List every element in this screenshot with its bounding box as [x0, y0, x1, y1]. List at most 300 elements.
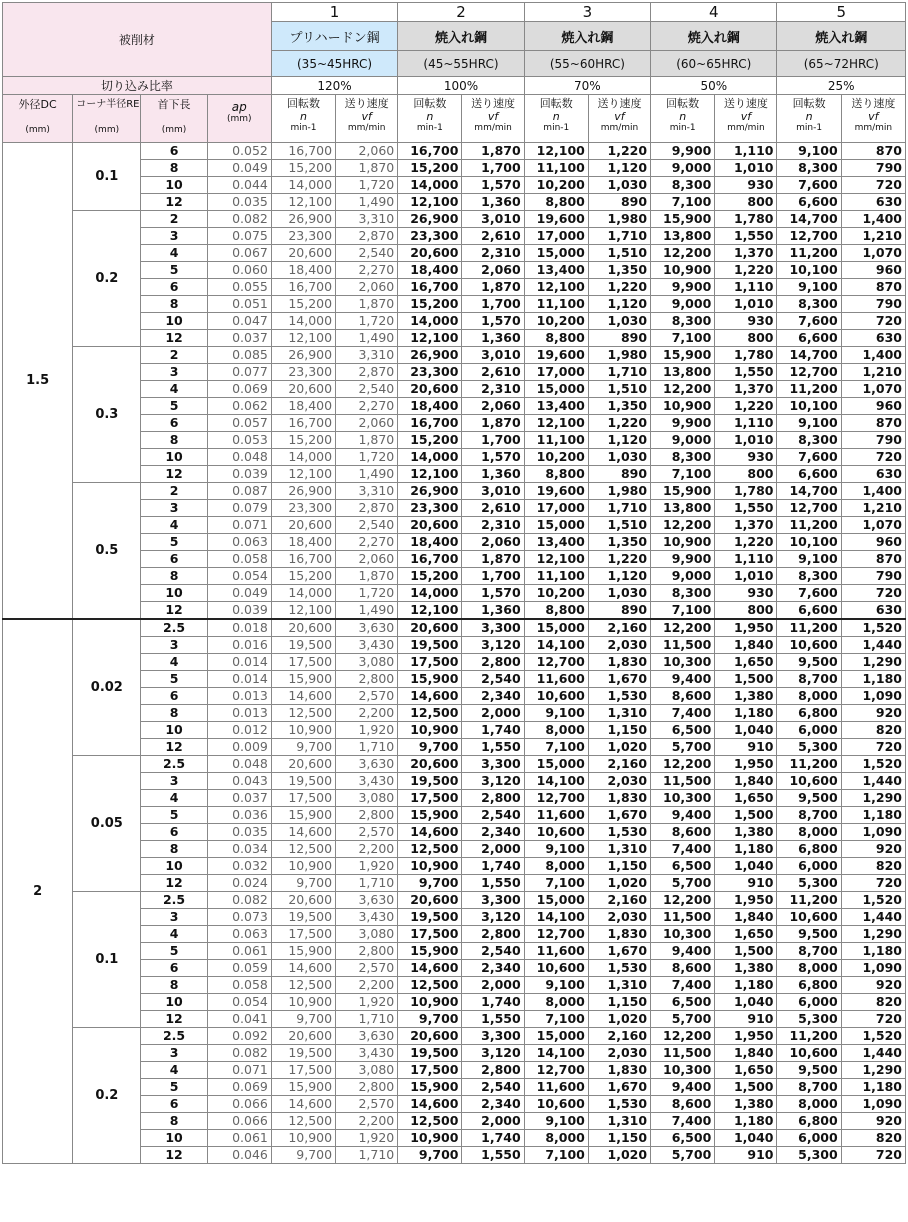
neck-length-cell: 2.5: [141, 756, 207, 773]
feed-cell: 1,110: [715, 415, 777, 432]
feed-cell: 1,550: [462, 875, 524, 892]
rpm-cell: 14,100: [524, 909, 588, 926]
feed-cell: 1,650: [715, 654, 777, 671]
feed-cell: 800: [715, 330, 777, 347]
rpm-cell: 9,700: [271, 1011, 335, 1028]
rpm-cell: 10,200: [524, 585, 588, 602]
rpm-cell: 19,500: [398, 773, 462, 790]
feed-cell: 3,120: [462, 909, 524, 926]
material-5-hrc: (65~72HRC): [777, 51, 906, 77]
rpm-cell: 16,700: [271, 415, 335, 432]
rpm-cell: 26,900: [398, 211, 462, 228]
material-4-hrc: (60~65HRC): [651, 51, 777, 77]
neck-length-cell: 2.5: [141, 1028, 207, 1045]
ap-cell: 0.014: [207, 654, 271, 671]
feed-cell: 1,220: [588, 415, 650, 432]
feed-cell: 3,430: [336, 773, 398, 790]
feed-cell: 890: [588, 194, 650, 211]
rpm-cell: 8,000: [524, 1130, 588, 1147]
feed-cell: 1,090: [841, 1096, 905, 1113]
rpm-cell: 11,500: [651, 909, 715, 926]
ap-cell: 0.057: [207, 415, 271, 432]
feed-cell: 1,920: [336, 1130, 398, 1147]
ap-cell: 0.066: [207, 1113, 271, 1130]
rpm-cell: 20,600: [271, 619, 335, 637]
rpm-symbol: n: [679, 110, 687, 123]
feed-cell: 2,800: [336, 1079, 398, 1096]
neck-length-cell: 5: [141, 807, 207, 824]
rpm-cell: 19,600: [524, 347, 588, 364]
rpm-cell: 5,700: [651, 1011, 715, 1028]
rpm-cell: 10,600: [524, 1096, 588, 1113]
rpm-cell: 19,500: [398, 1045, 462, 1062]
rpm-cell: 12,200: [651, 517, 715, 534]
feed-cell: 2,060: [336, 415, 398, 432]
material-5-name: 焼入れ鋼: [777, 22, 906, 51]
feed-cell: 1,710: [336, 739, 398, 756]
rpm-unit: min-1: [416, 123, 443, 133]
rpm-cell: 13,800: [651, 228, 715, 245]
rpm-unit: min-1: [669, 123, 696, 133]
feed-cell: 1,550: [715, 228, 777, 245]
rpm-cell: 10,600: [524, 824, 588, 841]
rpm-cell: 14,700: [777, 347, 841, 364]
rpm-cell: 23,300: [271, 228, 335, 245]
feed-cell: 2,060: [336, 279, 398, 296]
material-2-feed-header: [462, 95, 524, 143]
feed-cell: 1,780: [715, 347, 777, 364]
ap-cell: 0.082: [207, 1045, 271, 1062]
dc-value: 1.5: [3, 143, 73, 620]
re-value: 0.1: [73, 892, 141, 1028]
rpm-cell: 10,600: [777, 909, 841, 926]
feed-cell: 1,840: [715, 1045, 777, 1062]
neck-length-cell: 5: [141, 671, 207, 688]
ap-cell: 0.066: [207, 1096, 271, 1113]
rpm-cell: 7,100: [524, 875, 588, 892]
rpm-cell: 7,100: [651, 330, 715, 347]
feed-cell: 1,920: [336, 722, 398, 739]
feed-cell: 1,220: [588, 279, 650, 296]
feed-cell: 2,060: [462, 534, 524, 551]
ap-cell: 0.053: [207, 432, 271, 449]
ap-cell: 0.049: [207, 160, 271, 177]
feed-cell: 890: [588, 602, 650, 620]
feed-cell: 1,440: [841, 909, 905, 926]
re-value: 0.02: [73, 619, 141, 756]
feed-cell: 1,020: [588, 1147, 650, 1164]
rpm-cell: 5,700: [651, 739, 715, 756]
feed-cell: 1,670: [588, 1079, 650, 1096]
rpm-cell: 14,600: [398, 824, 462, 841]
feed-cell: 1,720: [336, 313, 398, 330]
feed-cell: 3,010: [462, 347, 524, 364]
rpm-cell: 11,500: [651, 1045, 715, 1062]
rpm-cell: 7,600: [777, 449, 841, 466]
feed-cell: 2,160: [588, 1028, 650, 1045]
rpm-cell: 23,300: [271, 500, 335, 517]
neck-length-cell: 2: [141, 483, 207, 500]
feed-unit: mm/min: [727, 123, 765, 133]
ap-cell: 0.082: [207, 892, 271, 909]
neck-length-cell: 8: [141, 296, 207, 313]
feed-cell: 1,950: [715, 1028, 777, 1045]
feed-cell: 1,110: [715, 143, 777, 160]
feed-cell: 1,380: [715, 960, 777, 977]
ap-cell: 0.044: [207, 177, 271, 194]
rpm-cell: 10,100: [777, 398, 841, 415]
rpm-cell: 9,100: [777, 279, 841, 296]
feed-cell: 3,080: [336, 926, 398, 943]
feed-cell: 1,350: [588, 262, 650, 279]
feed-cell: 720: [841, 1011, 905, 1028]
re-value: 0.2: [73, 1028, 141, 1164]
rpm-cell: 8,800: [524, 330, 588, 347]
feed-cell: 2,030: [588, 637, 650, 654]
neck-length-cell: 6: [141, 279, 207, 296]
rpm-cell: 6,000: [777, 858, 841, 875]
table-row: [3, 483, 906, 500]
neck-length-cell: 5: [141, 534, 207, 551]
neck-length-cell: 6: [141, 143, 207, 160]
rpm-cell: 26,900: [271, 483, 335, 500]
ap-cell: 0.079: [207, 500, 271, 517]
feed-unit: mm/min: [347, 123, 386, 133]
feed-cell: 2,000: [462, 1113, 524, 1130]
feed-cell: 920: [841, 841, 905, 858]
rpm-cell: 12,500: [398, 841, 462, 858]
feed-cell: 2,610: [462, 500, 524, 517]
rpm-cell: 12,100: [398, 330, 462, 347]
feed-cell: 1,010: [715, 432, 777, 449]
rpm-cell: 8,300: [651, 585, 715, 602]
feed-cell: 1,010: [715, 568, 777, 585]
feed-cell: 1,380: [715, 824, 777, 841]
re-label: コーナ半径RE: [76, 99, 140, 110]
re-value: 0.2: [73, 211, 141, 347]
feed-cell: 1,490: [336, 602, 398, 620]
feed-cell: 720: [841, 739, 905, 756]
rpm-cell: 7,400: [651, 1113, 715, 1130]
feed-cell: 630: [841, 466, 905, 483]
table-row: [3, 143, 906, 160]
rpm-cell: 6,500: [651, 722, 715, 739]
rpm-cell: 5,300: [777, 875, 841, 892]
rpm-cell: 7,100: [651, 466, 715, 483]
rpm-cell: 12,700: [524, 790, 588, 807]
feed-cell: 910: [715, 1147, 777, 1164]
feed-cell: 1,830: [588, 654, 650, 671]
feed-cell: 720: [841, 1147, 905, 1164]
feed-cell: 1,370: [715, 245, 777, 262]
rpm-cell: 12,500: [271, 1113, 335, 1130]
material-2-hrc: (45~55HRC): [398, 51, 524, 77]
ap-cell: 0.062: [207, 398, 271, 415]
ap-cell: 0.043: [207, 773, 271, 790]
neck-length-cell: 6: [141, 551, 207, 568]
feed-cell: 1,570: [462, 585, 524, 602]
rpm-cell: 18,400: [398, 398, 462, 415]
feed-cell: 3,300: [462, 619, 524, 637]
rpm-cell: 10,600: [777, 637, 841, 654]
rpm-cell: 17,500: [271, 790, 335, 807]
feed-cell: 1,870: [336, 432, 398, 449]
neck-length-cell: 12: [141, 739, 207, 756]
rpm-cell: 19,500: [271, 1045, 335, 1062]
rpm-cell: 9,000: [651, 568, 715, 585]
rpm-cell: 6,600: [777, 466, 841, 483]
rpm-label: 回転数: [792, 97, 826, 110]
rpm-cell: 9,900: [651, 551, 715, 568]
feed-cell: 1,180: [841, 671, 905, 688]
feed-cell: 2,800: [336, 943, 398, 960]
neck-length-cell: 8: [141, 705, 207, 722]
rpm-cell: 14,000: [398, 177, 462, 194]
neck-length-cell: 10: [141, 858, 207, 875]
feed-cell: 2,270: [336, 262, 398, 279]
rpm-cell: 9,400: [651, 807, 715, 824]
rpm-cell: 14,600: [398, 688, 462, 705]
ap-cell: 0.018: [207, 619, 271, 637]
rpm-cell: 10,200: [524, 313, 588, 330]
rpm-symbol: n: [426, 110, 434, 123]
feed-cell: 1,570: [462, 313, 524, 330]
neck-label: 首下長: [157, 98, 191, 111]
rpm-cell: 10,900: [271, 1130, 335, 1147]
rpm-cell: 9,500: [777, 1062, 841, 1079]
feed-cell: 1,290: [841, 1062, 905, 1079]
neck-length-cell: 6: [141, 824, 207, 841]
rpm-cell: 5,700: [651, 875, 715, 892]
rpm-cell: 26,900: [271, 347, 335, 364]
neck-length-cell: 12: [141, 602, 207, 620]
feed-cell: 1,110: [715, 551, 777, 568]
feed-cell: 2,870: [336, 500, 398, 517]
feed-cell: 2,540: [462, 1079, 524, 1096]
rpm-cell: 17,500: [271, 1062, 335, 1079]
ap-cell: 0.071: [207, 517, 271, 534]
ap-cell: 0.069: [207, 1079, 271, 1096]
feed-cell: 1,520: [841, 619, 905, 637]
rpm-cell: 23,300: [271, 364, 335, 381]
rpm-cell: 8,300: [651, 177, 715, 194]
rpm-cell: 10,900: [651, 398, 715, 415]
rpm-cell: 17,500: [398, 654, 462, 671]
rpm-cell: 9,100: [777, 143, 841, 160]
neck-length-cell: 4: [141, 245, 207, 262]
feed-cell: 1,870: [462, 415, 524, 432]
feed-cell: 2,310: [462, 517, 524, 534]
feed-cell: 1,530: [588, 1096, 650, 1113]
feed-unit: mm/min: [600, 123, 639, 133]
feed-cell: 2,200: [336, 1113, 398, 1130]
rpm-cell: 20,600: [398, 619, 462, 637]
neck-length-cell: 4: [141, 381, 207, 398]
rpm-cell: 12,200: [651, 619, 715, 637]
feed-cell: 2,340: [462, 960, 524, 977]
rpm-cell: 8,700: [777, 1079, 841, 1096]
feed-cell: 2,870: [336, 228, 398, 245]
neck-length-cell: 3: [141, 773, 207, 790]
feed-cell: 2,060: [336, 143, 398, 160]
rpm-cell: 9,700: [398, 1147, 462, 1164]
rpm-cell: 15,200: [271, 296, 335, 313]
feed-cell: 2,200: [336, 705, 398, 722]
ap-cell: 0.014: [207, 671, 271, 688]
feed-cell: 1,920: [336, 858, 398, 875]
rpm-cell: 20,600: [398, 517, 462, 534]
neck-length-cell: 10: [141, 722, 207, 739]
rpm-cell: 12,200: [651, 892, 715, 909]
feed-cell: 2,340: [462, 1096, 524, 1113]
rpm-cell: 8,300: [777, 432, 841, 449]
rpm-cell: 19,600: [524, 483, 588, 500]
rpm-cell: 11,600: [524, 671, 588, 688]
neck-length-cell: 10: [141, 449, 207, 466]
feed-cell: 1,150: [588, 994, 650, 1011]
dc-header: [3, 95, 73, 143]
rpm-cell: 11,100: [524, 160, 588, 177]
feed-cell: 800: [715, 602, 777, 620]
rpm-cell: 12,100: [524, 279, 588, 296]
rpm-cell: 7,100: [651, 194, 715, 211]
neck-unit: (mm): [161, 125, 187, 135]
neck-length-cell: 5: [141, 398, 207, 415]
rpm-cell: 6,600: [777, 602, 841, 620]
feed-cell: 1,040: [715, 994, 777, 1011]
feed-cell: 1,030: [588, 585, 650, 602]
ap-cell: 0.052: [207, 143, 271, 160]
feed-cell: 930: [715, 585, 777, 602]
ap-cell: 0.061: [207, 1130, 271, 1147]
feed-cell: 1,720: [336, 585, 398, 602]
feed-cell: 930: [715, 449, 777, 466]
ap-cell: 0.048: [207, 756, 271, 773]
rpm-cell: 14,000: [271, 177, 335, 194]
feed-cell: 1,020: [588, 739, 650, 756]
rpm-cell: 6,800: [777, 1113, 841, 1130]
rpm-cell: 9,900: [651, 143, 715, 160]
neck-length-cell: 2.5: [141, 619, 207, 637]
rpm-cell: 19,500: [398, 637, 462, 654]
material-3-hrc: (55~60HRC): [524, 51, 650, 77]
feed-cell: 1,550: [462, 1011, 524, 1028]
rpm-cell: 15,900: [398, 943, 462, 960]
rpm-cell: 8,700: [777, 943, 841, 960]
rpm-cell: 13,400: [524, 398, 588, 415]
rpm-cell: 20,600: [398, 1028, 462, 1045]
feed-cell: 890: [588, 330, 650, 347]
feed-symbol: vf: [361, 110, 372, 123]
rpm-cell: 14,100: [524, 637, 588, 654]
table-row: [3, 1028, 906, 1045]
rpm-cell: 13,800: [651, 364, 715, 381]
rpm-cell: 8,300: [777, 160, 841, 177]
rpm-cell: 14,000: [271, 585, 335, 602]
neck-length-cell: 6: [141, 960, 207, 977]
table-row: [3, 619, 906, 637]
feed-cell: 1,920: [336, 994, 398, 1011]
rpm-cell: 8,000: [777, 960, 841, 977]
feed-cell: 1,070: [841, 381, 905, 398]
ap-cell: 0.059: [207, 960, 271, 977]
ap-cell: 0.060: [207, 262, 271, 279]
feed-cell: 720: [841, 449, 905, 466]
rpm-cell: 15,900: [271, 943, 335, 960]
rpm-cell: 14,000: [271, 313, 335, 330]
feed-cell: 920: [841, 1113, 905, 1130]
feed-cell: 800: [715, 466, 777, 483]
feed-cell: 870: [841, 415, 905, 432]
rpm-cell: 14,600: [271, 824, 335, 841]
feed-cell: 3,120: [462, 1045, 524, 1062]
feed-cell: 820: [841, 994, 905, 1011]
neck-length-cell: 8: [141, 977, 207, 994]
cutting-conditions-table: [2, 2, 906, 1164]
rpm-cell: 15,900: [398, 807, 462, 824]
rpm-cell: 13,800: [651, 500, 715, 517]
feed-cell: 1,210: [841, 228, 905, 245]
feed-cell: 1,870: [336, 160, 398, 177]
rpm-cell: 20,600: [271, 1028, 335, 1045]
material-2-ratio: 100%: [398, 77, 524, 95]
rpm-cell: 8,000: [777, 824, 841, 841]
feed-cell: 1,220: [715, 262, 777, 279]
feed-cell: 1,360: [462, 330, 524, 347]
rpm-cell: 12,700: [524, 654, 588, 671]
rpm-cell: 16,700: [271, 551, 335, 568]
feed-cell: 1,710: [588, 228, 650, 245]
rpm-cell: 12,700: [777, 500, 841, 517]
feed-cell: 1,500: [715, 671, 777, 688]
feed-cell: 1,220: [588, 143, 650, 160]
rpm-cell: 14,100: [524, 1045, 588, 1062]
ap-cell: 0.071: [207, 1062, 271, 1079]
rpm-cell: 12,500: [398, 1113, 462, 1130]
rpm-cell: 8,600: [651, 824, 715, 841]
feed-cell: 2,000: [462, 977, 524, 994]
feed-cell: 3,080: [336, 654, 398, 671]
rpm-cell: 6,800: [777, 977, 841, 994]
rpm-cell: 12,100: [271, 330, 335, 347]
rpm-cell: 23,300: [398, 364, 462, 381]
material-1-feed-header: [336, 95, 398, 143]
rpm-cell: 10,200: [524, 177, 588, 194]
rpm-cell: 7,100: [524, 739, 588, 756]
rpm-cell: 9,000: [651, 296, 715, 313]
material-5-ratio: 25%: [777, 77, 906, 95]
rpm-cell: 18,400: [271, 262, 335, 279]
feed-cell: 2,030: [588, 909, 650, 926]
feed-cell: 820: [841, 722, 905, 739]
ap-cell: 0.073: [207, 909, 271, 926]
rpm-cell: 10,600: [524, 688, 588, 705]
rpm-cell: 15,900: [398, 671, 462, 688]
feed-cell: 1,180: [841, 807, 905, 824]
feed-cell: 800: [715, 194, 777, 211]
feed-cell: 1,030: [588, 177, 650, 194]
rpm-cell: 11,100: [524, 296, 588, 313]
feed-cell: 1,500: [715, 807, 777, 824]
feed-cell: 1,150: [588, 858, 650, 875]
rpm-cell: 15,900: [271, 1079, 335, 1096]
rpm-cell: 15,200: [271, 160, 335, 177]
feed-cell: 1,150: [588, 1130, 650, 1147]
feed-cell: 1,830: [588, 926, 650, 943]
depth-ratio-label: 切り込み比率: [3, 77, 272, 95]
rpm-cell: 6,600: [777, 194, 841, 211]
feed-unit: mm/min: [854, 123, 893, 133]
